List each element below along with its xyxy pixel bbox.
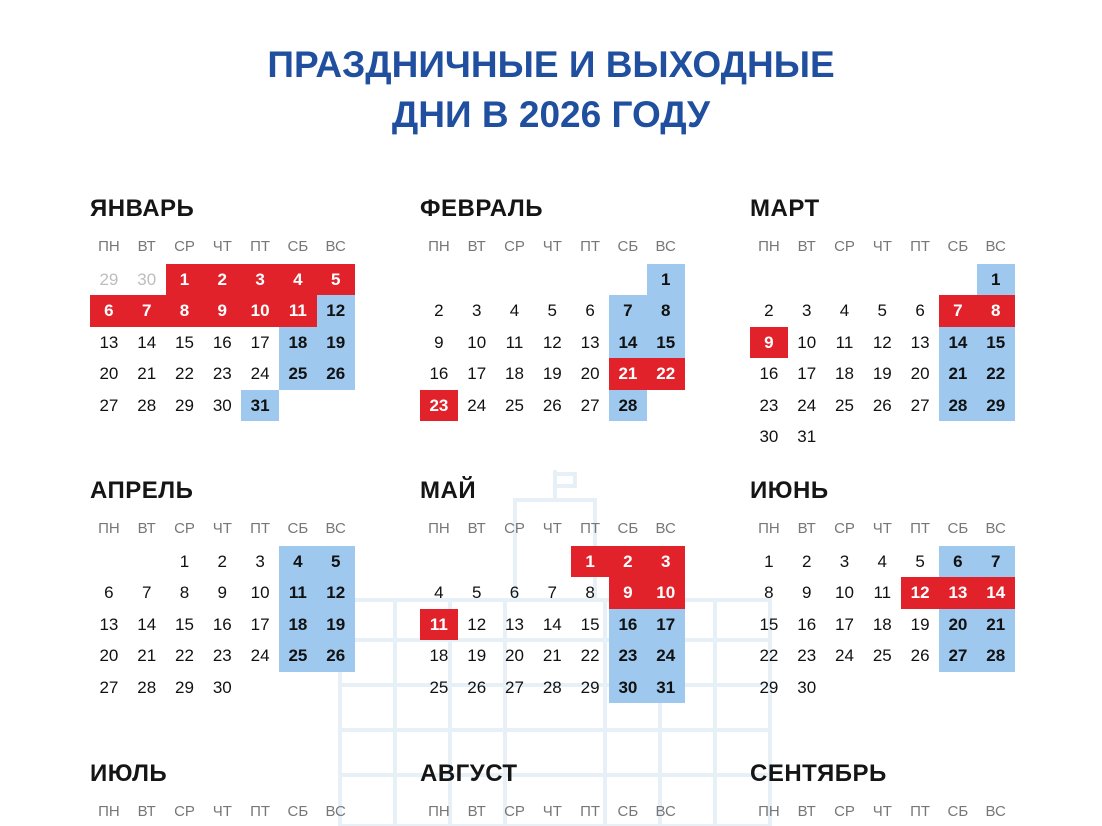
holiday-day: 2 [609,546,647,577]
holiday-day: 12 [901,577,939,608]
weekend-day: 5 [317,546,355,577]
day-cell: 3 [839,552,850,571]
weekend-day: 27 [939,640,977,671]
holiday-day: 10 [241,295,279,326]
day-cell: 11 [505,332,524,352]
weekday-label: ВТ [137,803,156,820]
weekday-label: ЧТ [542,803,562,820]
weekday-label: ВТ [467,803,486,820]
day-cell: 29 [175,395,194,415]
day-cell: 23 [212,364,232,384]
month-name: АПРЕЛЬ [90,477,194,504]
weekday-label: СБ [617,238,639,255]
month-name: МАЙ [420,477,477,504]
weekend-day: 31 [647,672,685,703]
day-cell: 2 [434,301,444,321]
day-cell: 23 [759,395,779,415]
day-cell: 27 [505,677,524,697]
weekend-day: 20 [939,609,977,640]
page-title [0,40,1102,140]
day-cell: 6 [509,583,520,603]
weekday-label: ПТ [580,238,601,255]
day-cell: 17 [250,332,270,352]
weekend-day: 6 [939,546,977,577]
day-cell: 4 [509,301,520,321]
weekday-label: СР [504,238,525,255]
day-cell: 12 [467,614,487,634]
day-cell: 18 [429,646,449,666]
weekday-label: ВТ [467,238,486,255]
day-cell: 26 [542,395,562,415]
weekend-day: 28 [977,640,1015,671]
day-cell: 16 [212,332,232,352]
weekday-label: СР [504,520,525,537]
holiday-day: 8 [977,295,1015,326]
weekend-day: 26 [317,640,355,671]
weekend-day: 29 [977,390,1015,421]
day-cell: 22 [580,646,600,666]
weekend-day: 11 [279,577,317,608]
holiday-day: 2 [203,264,241,295]
holiday-day: 6 [90,295,128,326]
day-cell: 25 [835,395,854,415]
weekday-label: СР [174,803,195,820]
day-cell: 26 [910,646,930,666]
weekday-label: СБ [947,803,969,820]
day-cell: 6 [585,301,595,321]
weekend-day: 23 [609,640,647,671]
weekday-label: СБ [287,238,309,255]
day-cell: 20 [910,364,930,384]
weekday-label: СР [504,803,525,820]
day-cell: 8 [179,583,190,603]
weekday-label: ВС [325,803,346,820]
day-cell: 31 [797,427,817,446]
weekday-label: СБ [947,238,969,255]
holiday-day: 4 [279,264,317,295]
day-cell: 21 [137,646,157,666]
weekend-day: 14 [609,327,647,358]
weekday-label: ЧТ [212,520,232,537]
weekend-day: 14 [939,327,977,358]
month-name: МАРТ [750,195,820,222]
month-name: ЯНВАРЬ [90,195,195,222]
weekday-label: СБ [617,803,639,820]
day-cell: 18 [872,614,892,634]
day-cell: 28 [137,395,157,415]
day-cell: 15 [759,614,779,634]
weekday-label: ПН [758,803,780,820]
title-line-1: ПРАЗДНИЧНЫЕ И ВЫХОДНЫЕ [267,44,835,85]
day-cell: 23 [212,646,232,666]
weekend-day: 4 [279,546,317,577]
weekend-day: 21 [939,358,977,389]
weekend-day: 28 [939,390,977,421]
day-cell: 20 [99,364,119,384]
weekday-label: ПТ [580,803,601,820]
holiday-day: 11 [279,295,317,326]
weekday-label: СБ [617,520,639,537]
weekday-label: СР [834,520,855,537]
weekend-day: 18 [279,327,317,358]
day-cell: 27 [99,677,119,697]
day-cell: 13 [910,332,930,352]
day-cell: 5 [915,552,925,571]
weekday-label: ПТ [910,803,931,820]
day-cell: 10 [250,583,270,603]
holiday-day: 9 [203,295,241,326]
weekday-label: СБ [287,803,309,820]
day-cell: 27 [99,395,119,415]
day-cell: 24 [250,364,270,384]
holiday-day: 23 [420,390,458,421]
weekend-day: 28 [609,390,647,421]
weekend-day: 22 [977,358,1015,389]
day-cell: 20 [580,364,600,384]
day-cell: 24 [797,395,817,415]
day-cell: 6 [915,301,925,321]
weekend-day: 26 [317,358,355,389]
weekday-label: ВС [655,520,676,537]
day-cell: 8 [764,583,774,603]
title-line-2: ДНИ В 2026 ГОДУ [391,94,711,135]
day-cell: 26 [467,677,487,697]
weekday-label: СР [174,520,195,537]
weekday-label: ПТ [910,238,931,255]
day-cell: 25 [872,646,892,666]
weekday-label: ВТ [797,803,816,820]
day-cell: 7 [547,583,558,603]
day-cell: 1 [179,552,190,571]
day-cell: 13 [580,332,600,352]
holiday-day: 11 [420,609,458,640]
day-cell: 5 [877,301,888,321]
weekday-label: ЧТ [872,803,892,820]
holiday-day: 7 [128,295,166,326]
day-cell: 4 [839,301,850,321]
day-cell: 7 [141,583,152,603]
day-cell: 30 [759,427,779,446]
day-cell: 16 [429,364,449,384]
weekday-label: ПН [98,520,120,537]
holiday-day: 13 [939,577,977,608]
weekday-label: ВС [985,238,1006,255]
weekday-label: ЧТ [872,520,892,537]
weekend-day: 15 [977,327,1015,358]
month-name: ИЮНЬ [750,477,829,504]
day-cell: 20 [505,646,524,666]
weekday-label: ПН [428,803,450,820]
holiday-day: 3 [647,546,685,577]
weekday-label: ВС [985,520,1006,537]
weekend-day: 18 [279,609,317,640]
day-cell: 10 [835,583,854,603]
holiday-day: 10 [647,577,685,608]
weekday-label: ПН [428,238,450,255]
weekday-label: ВС [325,520,346,537]
weekday-label: ПН [428,520,450,537]
day-cell: 16 [759,364,779,384]
day-cell: 30 [212,395,232,415]
weekend-day: 30 [609,672,647,703]
day-cell: 18 [505,364,524,384]
day-cell: 17 [835,614,854,634]
day-cell: 22 [175,646,194,666]
holiday-day: 21 [609,358,647,389]
day-cell: 29 [175,677,194,697]
day-cell: 19 [872,364,892,384]
weekday-label: ПТ [250,803,271,820]
holiday-day: 3 [241,264,279,295]
weekend-day: 7 [609,295,647,326]
day-cell: 2 [217,552,228,571]
holiday-day: 14 [977,577,1015,608]
holiday-day: 9 [609,577,647,608]
day-cell: 15 [175,332,194,352]
day-cell: 3 [471,301,482,321]
weekday-label: ПН [758,238,780,255]
day-cell: 21 [542,646,562,666]
holiday-day: 5 [317,264,355,295]
weekend-day: 19 [317,609,355,640]
holiday-day: 1 [166,264,204,295]
day-cell: 4 [434,583,444,603]
day-cell: 24 [835,646,854,666]
weekday-label: СР [174,238,195,255]
day-cell: 30 [212,677,232,697]
weekend-day: 21 [977,609,1015,640]
day-cell: 27 [910,395,930,415]
day-cell: 24 [250,646,270,666]
holiday-day: 8 [166,295,204,326]
day-cell: 29 [759,677,779,697]
day-cell: 5 [471,583,482,603]
weekday-label: ЧТ [212,803,232,820]
day-cell: 29 [580,677,600,697]
day-cell: 25 [429,677,449,697]
day-cell: 11 [873,583,892,603]
day-cell: 17 [797,364,817,384]
day-cell: 11 [835,332,854,352]
day-cell: 28 [137,677,157,697]
day-cell: 2 [801,552,812,571]
weekday-label: ВТ [797,238,816,255]
day-cell: 10 [467,332,487,352]
weekday-label: ПН [758,520,780,537]
day-cell: 19 [467,646,487,666]
weekend-day: 25 [279,640,317,671]
day-cell: 16 [212,614,232,634]
weekend-day: 24 [647,640,685,671]
day-cell: 5 [547,301,558,321]
day-cell: 24 [467,395,487,415]
day-cell: 22 [175,364,194,384]
weekday-label: ВС [655,803,676,820]
weekday-label: ЧТ [212,238,232,255]
weekday-label: ВТ [137,238,156,255]
day-cell: 21 [137,364,157,384]
weekday-label: СБ [947,520,969,537]
weekend-day: 19 [317,327,355,358]
day-cell: 13 [99,614,119,634]
weekday-label: ВС [985,803,1006,820]
weekday-label: СР [834,238,855,255]
holiday-day: 7 [939,295,977,326]
weekday-label: ПТ [250,520,271,537]
holiday-day: 1 [571,546,609,577]
day-cell: 9 [434,332,444,352]
day-cell: 25 [505,395,524,415]
day-cell: 3 [801,301,812,321]
weekend-day: 25 [279,358,317,389]
day-cell: 17 [467,364,487,384]
day-cell: 2 [764,301,774,321]
weekday-label: ЧТ [872,238,892,255]
weekend-day: 12 [317,577,355,608]
day-cell: 28 [542,677,562,697]
month-name: ИЮЛЬ [90,760,168,787]
day-cell: 14 [137,614,157,634]
weekend-day: 17 [647,609,685,640]
day-cell: 1 [764,552,774,571]
weekday-label: ЧТ [542,520,562,537]
prev-month-day: 29 [99,270,119,289]
day-cell: 15 [580,614,600,634]
day-cell: 15 [175,614,194,634]
day-cell: 18 [835,364,854,384]
day-cell: 14 [542,614,562,634]
weekend-day: 1 [977,264,1015,295]
day-cell: 17 [250,614,270,634]
weekend-day: 16 [609,609,647,640]
day-cell: 23 [797,646,817,666]
weekday-label: ПТ [580,520,601,537]
day-cell: 9 [801,583,812,603]
weekend-day: 31 [241,390,279,421]
day-cell: 30 [797,677,817,697]
day-cell: 6 [104,583,114,603]
day-cell: 19 [910,614,930,634]
weekday-label: ВС [655,238,676,255]
weekday-label: ЧТ [542,238,562,255]
day-cell: 3 [255,552,265,571]
day-cell: 8 [585,583,595,603]
day-cell: 12 [872,332,892,352]
weekday-label: ПТ [250,238,271,255]
month-name: АВГУСТ [420,760,518,787]
weekday-label: ВТ [467,520,486,537]
day-cell: 16 [797,614,817,634]
weekday-label: СБ [287,520,309,537]
weekday-label: СР [834,803,855,820]
weekday-label: ПН [98,803,120,820]
day-cell: 13 [505,614,524,634]
day-cell: 27 [580,395,600,415]
month-name: СЕНТЯБРЬ [750,760,887,787]
weekend-day: 8 [647,295,685,326]
day-cell: 9 [217,583,228,603]
day-cell: 4 [877,552,888,571]
day-cell: 19 [542,364,562,384]
day-cell: 12 [542,332,562,352]
day-cell: 13 [99,332,119,352]
day-cell: 26 [872,395,892,415]
prev-month-day: 30 [137,270,157,289]
weekday-label: ВТ [137,520,156,537]
weekday-label: ПН [98,238,120,255]
day-cell: 14 [137,332,157,352]
weekday-label: ВС [325,238,346,255]
day-cell: 22 [759,646,779,666]
weekend-day: 15 [647,327,685,358]
weekday-label: ПТ [910,520,931,537]
weekend-day: 7 [977,546,1015,577]
holiday-day: 22 [647,358,685,389]
day-cell: 20 [99,646,119,666]
month-name: ФЕВРАЛЬ [420,195,543,222]
holiday-day: 9 [750,327,788,358]
weekday-label: ВТ [797,520,816,537]
day-cell: 10 [797,332,817,352]
weekend-day: 1 [647,264,685,295]
weekend-day: 12 [317,295,355,326]
